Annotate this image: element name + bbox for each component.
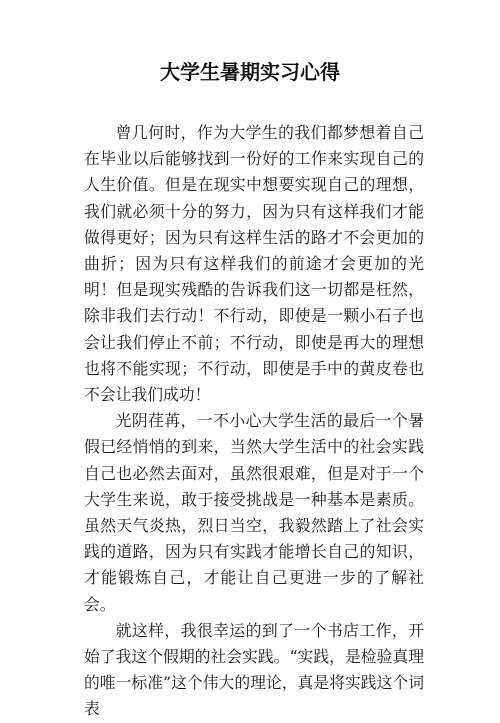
paragraph-1: 曾几何时，作为大学生的我们都梦想着自己在毕业以后能够找到一份好的工作来实现自己的人生价值。但是在现实中想要实现自己的理想，我们就必须十分的努力，因为只有这样我们才能做得更好；因为只有这样生活的路才不会更加的曲折；因为只有这样我们的前途才会更加的光明！但是现实残酷的告诉我们这一切都是枉然，除非我们去行动！不行动，即使是一颗小石子也会让我们停止不前；不行动，即使是再大的理想也将不能实现；不行动，即使是手中的黄皮卷也不会让我们成功！	[84, 123, 424, 405]
paragraph-2: 光阴荏苒，一不小心大学生活的最后一个暑假已经悄悄的到来，当然大学生活中的社会实践自己也必然去面对，虽然很艰难，但是对于一个大学生来说，敢于接受挑战是一种基本是素质。虽然天气炎热，烈日当空，我毅然踏上了社会实践的道路，因为只有实践才能增长自己的知识，才能锻炼自己，才能让自己更进一步的了解社会。	[84, 411, 424, 614]
document-title: 大学生暑期实习心得	[160, 60, 340, 84]
paragraph-3: 就这样，我很幸运的到了一个书店工作，开始了我这个假期的社会实践。“实践，是检验真理的唯一标准”这个伟大的理论，真是将实践这个词表	[84, 620, 424, 719]
document-body	[84, 120, 424, 723]
